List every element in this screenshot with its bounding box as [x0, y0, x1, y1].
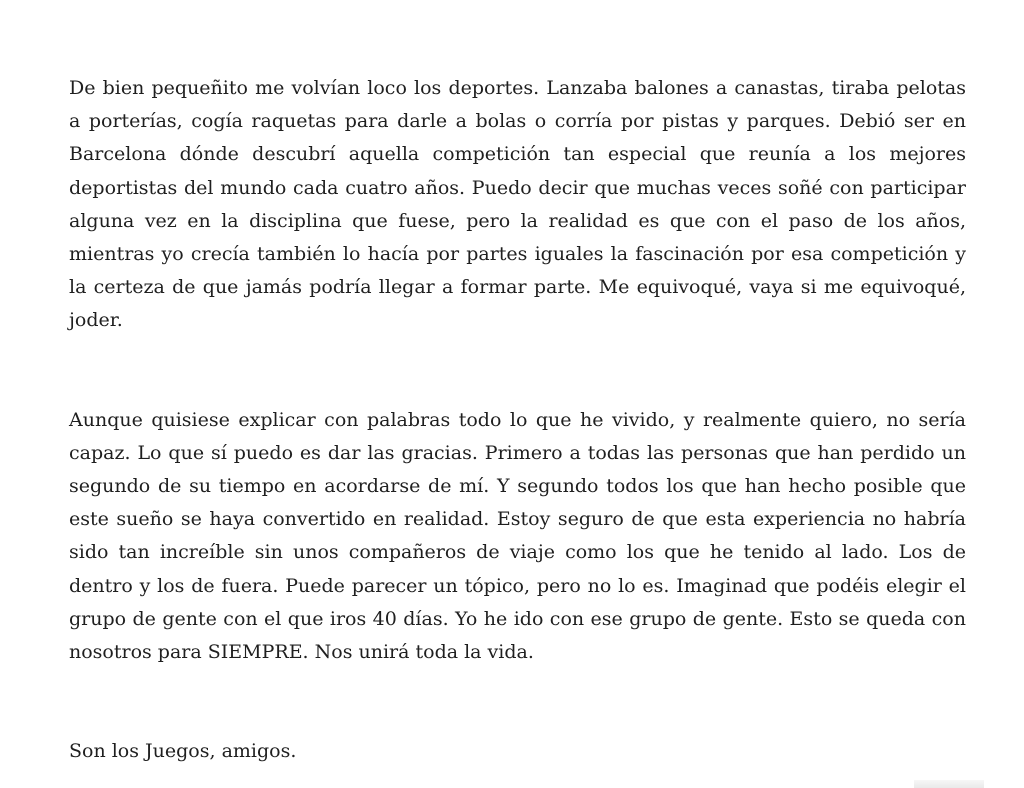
- document-body: [69, 72, 966, 768]
- paragraph-thanks: Aunque quisiese explicar con palabras todo lo que he vivido, y realmente quiero, no sería capaz. Lo que sí puedo es dar las gracias. Primero a todas las personas que han perdido un segundo de su tiempo en acordarse de mí. Y segundo todos los que han hecho posible que este sueño se haya convertido en realidad. Estoy seguro de que esta experiencia no habría sido tan increíble sin unos compañeros de viaje como los que he tenido al lado. Los de dentro y los de fuera. Puede parecer un tópico, pero no lo es. Imaginad que podéis elegir el grupo de gente con el que iros 40 días. Yo he ido con ese grupo de gente. Esto se queda con nosotros para SIEMPRE. Nos unirá toda la vida.: [69, 408, 966, 664]
- paragraph-intro: De bien pequeñito me volvían loco los deportes. Lanzaba balones a canastas, tiraba pelotas a porterías, cogía raquetas para darle a bolas o corría por pistas y parques. Debió ser en Barcelona dónde descubrí aquella competición tan especial que reunía a los mejores deportistas del mundo cada cuatro años. Puedo decir que muchas veces soñé con participar alguna vez en la disciplina que fuese, pero la realidad es que con el paso de los años, mientras yo crecía también lo hacía por partes iguales la fascinación por esa competición y la certeza de que jamás podría llegar a formar parte. Me equivoqué, vaya si me equivoqué, joder.: [69, 77, 966, 332]
- page-edge-shadow: [914, 780, 984, 788]
- paragraph-closing: Son los Juegos, amigos.: [69, 740, 297, 763]
